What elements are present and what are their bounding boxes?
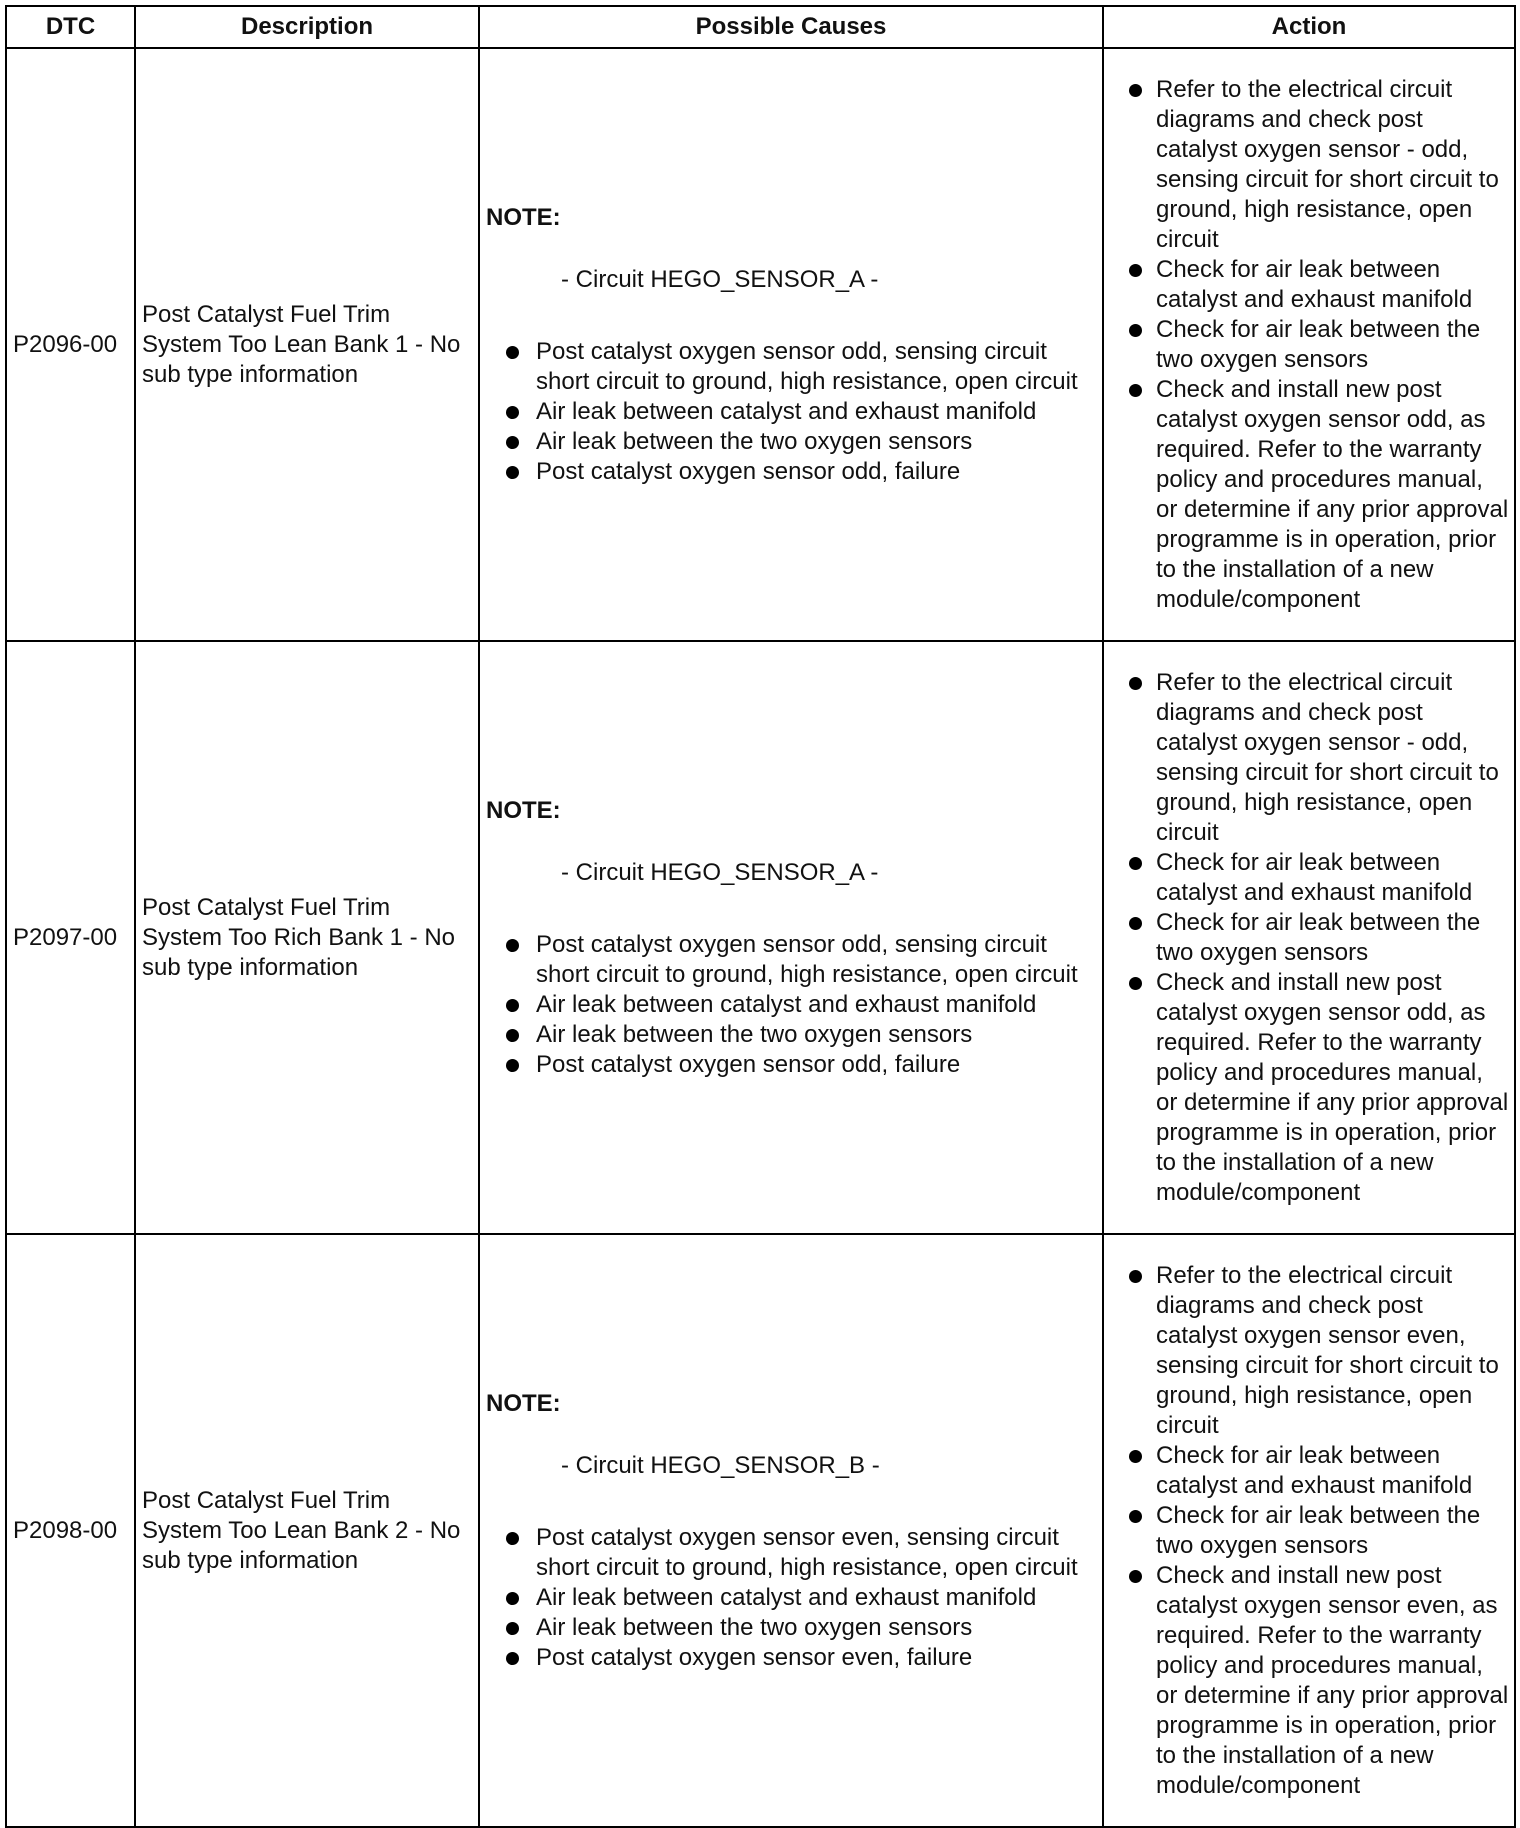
causes-list bbox=[486, 930, 1098, 1080]
causes-list bbox=[486, 337, 1098, 487]
possible-causes-cell bbox=[479, 48, 1103, 641]
cause-item bbox=[486, 990, 1098, 1020]
cause-item bbox=[486, 457, 1098, 487]
causes-list bbox=[486, 1523, 1098, 1673]
cause-item bbox=[486, 337, 1098, 397]
bullet-icon bbox=[1129, 857, 1142, 870]
action-item bbox=[1110, 1561, 1510, 1801]
header-possible-causes: Possible Causes bbox=[479, 6, 1103, 48]
cause-text: Air leak between the two oxygen sensors bbox=[536, 1613, 973, 1641]
bullet-icon bbox=[506, 1029, 519, 1042]
action-text: Check for air leak between the two oxygen sensors bbox=[1156, 1501, 1481, 1559]
bullet-icon bbox=[1129, 84, 1142, 97]
bullet-icon bbox=[506, 999, 519, 1012]
action-item bbox=[1110, 375, 1510, 615]
circuit-name: - Circuit HEGO_SENSOR_A - bbox=[561, 858, 879, 886]
action-text: Check and install new post catalyst oxygen sensor odd, as required. Refer to the warranty policy and procedures manual, or determine if any prior approval programme is in operation, prior to the installation of a new module/component bbox=[1156, 968, 1509, 1206]
bullet-icon bbox=[1129, 917, 1142, 930]
possible-causes-cell bbox=[479, 641, 1103, 1234]
bullet-icon bbox=[506, 1652, 519, 1665]
header-dtc: DTC bbox=[6, 6, 135, 48]
note-label: NOTE: bbox=[486, 1389, 561, 1417]
bullet-icon bbox=[506, 1622, 519, 1635]
cause-text: Air leak between catalyst and exhaust manifold bbox=[536, 1583, 1037, 1611]
bullet-icon bbox=[506, 406, 519, 419]
cause-item bbox=[486, 1523, 1098, 1583]
table-row bbox=[6, 48, 1515, 641]
action-text: Check for air leak between catalyst and exhaust manifold bbox=[1156, 848, 1473, 906]
header-row bbox=[6, 6, 1515, 48]
action-text: Refer to the electrical circuit diagrams and check post catalyst oxygen sensor - odd, sensing circuit for short circuit to ground, high resistance, open circuit bbox=[1156, 668, 1499, 846]
action-item bbox=[1110, 668, 1510, 848]
action-item bbox=[1110, 1261, 1510, 1441]
action-text: Check for air leak between catalyst and exhaust manifold bbox=[1156, 255, 1473, 313]
header-action: Action bbox=[1103, 6, 1515, 48]
action-text: Check for air leak between the two oxygen sensors bbox=[1156, 315, 1481, 373]
action-item bbox=[1110, 908, 1510, 968]
cause-text: Post catalyst oxygen sensor odd, failure bbox=[536, 457, 961, 485]
bullet-icon bbox=[506, 346, 519, 359]
cause-text: Post catalyst oxygen sensor odd, failure bbox=[536, 1050, 961, 1078]
cause-text: Air leak between catalyst and exhaust manifold bbox=[536, 990, 1037, 1018]
circuit-name: - Circuit HEGO_SENSOR_A - bbox=[561, 265, 879, 293]
action-cell bbox=[1103, 48, 1515, 641]
action-cell bbox=[1103, 641, 1515, 1234]
dtc-code: P2096-00 bbox=[6, 48, 135, 641]
dtc-code: P2098-00 bbox=[6, 1234, 135, 1827]
cause-item bbox=[486, 397, 1098, 427]
bullet-icon bbox=[506, 1532, 519, 1545]
cause-text: Post catalyst oxygen sensor odd, sensing circuit short circuit to ground, high resistance, open circuit bbox=[536, 337, 1078, 395]
header-description: Description bbox=[135, 6, 479, 48]
action-item bbox=[1110, 1441, 1510, 1501]
description-cell: Post Catalyst Fuel Trim System Too Lean Bank 1 - No sub type information bbox=[135, 48, 479, 641]
bullet-icon bbox=[1129, 324, 1142, 337]
action-item bbox=[1110, 968, 1510, 1208]
bullet-icon bbox=[1129, 677, 1142, 690]
bullet-icon bbox=[506, 1592, 519, 1605]
action-item bbox=[1110, 315, 1510, 375]
cause-text: Post catalyst oxygen sensor odd, sensing circuit short circuit to ground, high resistance, open circuit bbox=[536, 930, 1078, 988]
cause-text: Post catalyst oxygen sensor even, sensing circuit short circuit to ground, high resistance, open circuit bbox=[536, 1523, 1078, 1581]
bullet-icon bbox=[506, 466, 519, 479]
cause-item bbox=[486, 930, 1098, 990]
table-row bbox=[6, 1234, 1515, 1827]
bullet-icon bbox=[1129, 264, 1142, 277]
action-text: Check and install new post catalyst oxygen sensor even, as required. Refer to the warranty policy and procedures manual, or determine if any prior approval programme is in operation, prior to the installation of a new module/component bbox=[1156, 1561, 1509, 1799]
cause-item bbox=[486, 1583, 1098, 1613]
actions-list bbox=[1110, 1261, 1510, 1801]
circuit-name: - Circuit HEGO_SENSOR_B - bbox=[561, 1451, 880, 1479]
action-text: Refer to the electrical circuit diagrams and check post catalyst oxygen sensor even, sensing circuit for short circuit to ground, high resistance, open circuit bbox=[1156, 1261, 1499, 1439]
possible-causes-cell bbox=[479, 1234, 1103, 1827]
table-row bbox=[6, 641, 1515, 1234]
bullet-icon bbox=[506, 939, 519, 952]
cause-item bbox=[486, 1613, 1098, 1643]
dtc-code: P2097-00 bbox=[6, 641, 135, 1234]
bullet-icon bbox=[1129, 384, 1142, 397]
cause-text: Air leak between catalyst and exhaust manifold bbox=[536, 397, 1037, 425]
cause-item bbox=[486, 1020, 1098, 1050]
actions-list bbox=[1110, 668, 1510, 1208]
cause-text: Air leak between the two oxygen sensors bbox=[536, 427, 973, 455]
cause-item bbox=[486, 427, 1098, 457]
action-item bbox=[1110, 848, 1510, 908]
action-item bbox=[1110, 255, 1510, 315]
actions-list bbox=[1110, 75, 1510, 615]
bullet-icon bbox=[1129, 1450, 1142, 1463]
cause-item bbox=[486, 1643, 1098, 1673]
note-label: NOTE: bbox=[486, 796, 561, 824]
bullet-icon bbox=[1129, 1510, 1142, 1523]
bullet-icon bbox=[1129, 1270, 1142, 1283]
action-text: Check and install new post catalyst oxygen sensor odd, as required. Refer to the warranty policy and procedures manual, or determine if any prior approval programme is in operation, prior to the installation of a new module/component bbox=[1156, 375, 1509, 613]
description-cell: Post Catalyst Fuel Trim System Too Rich Bank 1 - No sub type information bbox=[135, 641, 479, 1234]
bullet-icon bbox=[506, 436, 519, 449]
note-label: NOTE: bbox=[486, 203, 561, 231]
cause-text: Post catalyst oxygen sensor even, failure bbox=[536, 1643, 973, 1671]
action-text: Check for air leak between the two oxygen sensors bbox=[1156, 908, 1481, 966]
cause-item bbox=[486, 1050, 1098, 1080]
action-item bbox=[1110, 75, 1510, 255]
action-text: Refer to the electrical circuit diagrams and check post catalyst oxygen sensor - odd, sensing circuit for short circuit to ground, high resistance, open circuit bbox=[1156, 75, 1499, 253]
description-cell: Post Catalyst Fuel Trim System Too Lean Bank 2 - No sub type information bbox=[135, 1234, 479, 1827]
bullet-icon bbox=[1129, 1570, 1142, 1583]
action-text: Check for air leak between catalyst and exhaust manifold bbox=[1156, 1441, 1473, 1499]
dtc-table bbox=[5, 5, 1516, 1828]
action-item bbox=[1110, 1501, 1510, 1561]
bullet-icon bbox=[1129, 977, 1142, 990]
cause-text: Air leak between the two oxygen sensors bbox=[536, 1020, 973, 1048]
bullet-icon bbox=[506, 1059, 519, 1072]
action-cell bbox=[1103, 1234, 1515, 1827]
